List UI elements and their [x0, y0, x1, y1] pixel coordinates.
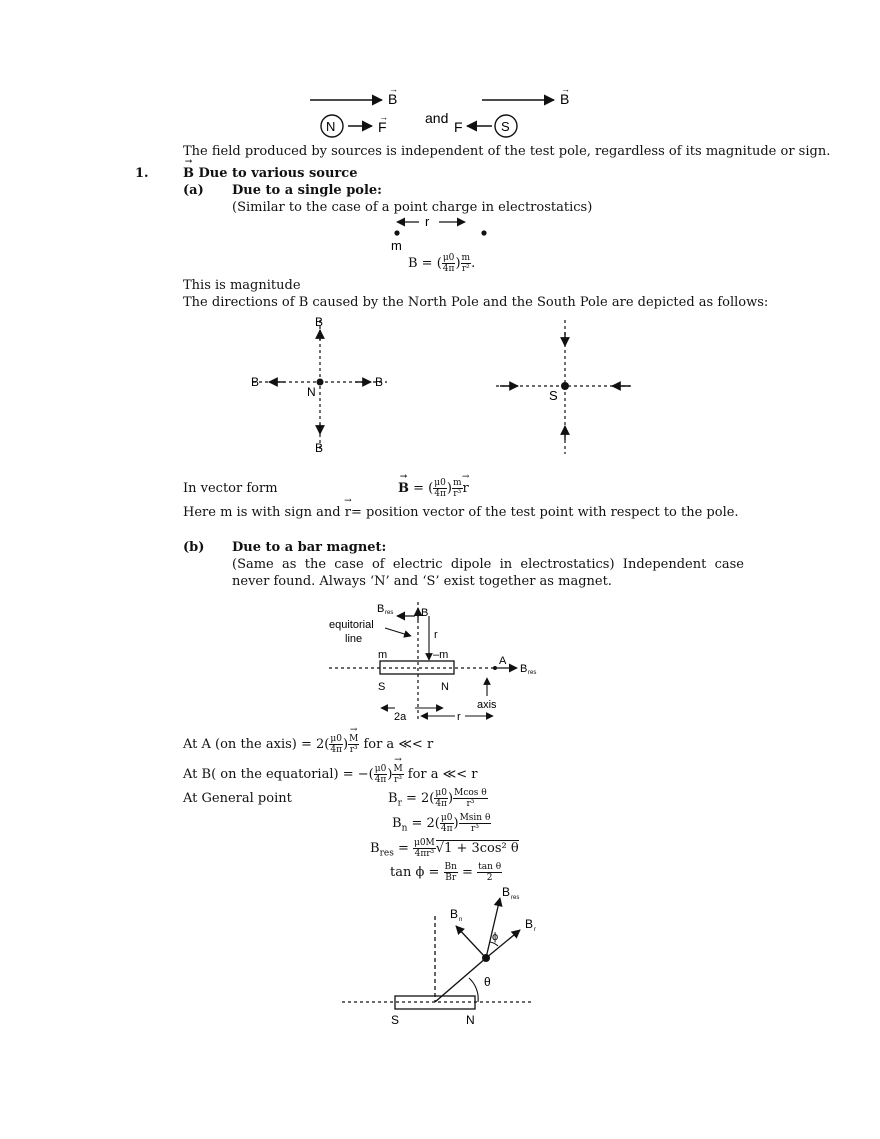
north-pole-label: N: [326, 119, 336, 134]
minus-m-label: –m: [433, 649, 449, 661]
field-label-right: B: [560, 91, 570, 107]
south-pole-field-figure: [490, 316, 640, 458]
directions-text: The directions of B caused by the North Pole and the South Pole are depicted as follows:: [183, 295, 769, 310]
svg-text:res: res: [385, 610, 394, 616]
south-pole-point: [561, 382, 569, 390]
section-title: [183, 166, 357, 181]
at-a-formula: At A (on the axis) = 2( $\frac{\mu 0}{4\pi}$ ) → $\frac{M}{\text{r³}}$ for a ≪< r: [183, 734, 433, 755]
bres-label-general: B: [502, 885, 511, 899]
bn-formula: $B_n = 2$( $\frac{\mu 0}{4\pi}$ ) $\frac{\text{Msin θ}}{\text{r³}}$: [392, 813, 491, 834]
test-pole-force-figure: [300, 84, 600, 142]
tan-phi-formula: tan ϕ = $\frac{Bn}{Br}$ = $\frac{\text{tan θ}}{2}$: [390, 862, 502, 883]
svg-text:→: →: [561, 84, 570, 94]
n-label-general: N: [466, 1013, 475, 1026]
force-label-north: F: [378, 119, 387, 135]
south-pole-label: S: [501, 119, 510, 134]
b-label: B: [421, 607, 429, 619]
bn-label: B: [450, 907, 459, 921]
bres-formula: $B_{res}$ = $\frac{\mu 0M}{\text{4πr³}}$ √1 + 3cos² θ: [370, 838, 519, 859]
position-vector-text: Here m is with sign and → r= position vector of the test point with respect to the pole.: [183, 505, 739, 520]
general-point-label: At General point: [183, 791, 292, 806]
force-label-south: F: [454, 119, 463, 135]
north-pole-field-figure: [245, 312, 395, 458]
section-number: 1.: [135, 166, 149, 181]
equatorial-label: equitorial: [329, 619, 374, 631]
north-pole-text: N: [307, 385, 316, 399]
part-a-label: (a): [183, 183, 204, 198]
phi-label: ϕ: [492, 931, 499, 943]
part-b-title: Due to a bar magnet:: [232, 540, 387, 555]
field-label-right: B: [375, 375, 384, 389]
r-label-vertical: r: [434, 629, 438, 641]
svg-text:res: res: [511, 895, 520, 901]
part-b-note: (Same as the case of electric dipole in electrostatics) Independent case never found. Always ‘N’ and ‘S’ exist together as magnet.: [232, 557, 744, 589]
svg-text:→: →: [389, 84, 398, 94]
svg-text:res: res: [528, 670, 537, 676]
section-title-text: Due to various source: [194, 166, 358, 181]
vector-form-formula: → B = ( $\frac{\mu 0}{4\pi}$ ) $\frac{m}{\text{r³}}$ → r: [398, 478, 469, 499]
general-point-figure: [338, 884, 538, 1026]
part-b-label: (b): [183, 540, 205, 555]
bres-axis-label: B: [520, 663, 528, 675]
two-a-label: 2a: [394, 711, 407, 723]
single-pole-figure: [385, 214, 495, 254]
r-label-horizontal: r: [457, 711, 461, 723]
field-label-down: B: [315, 441, 324, 455]
theta-label: θ: [484, 975, 491, 989]
s-label-general: S: [391, 1013, 400, 1026]
br-formula: $B_r = 2$( $\frac{\mu 0}{4\pi}$ ) $\frac{\text{Mcos θ}}{\text{r³}}$: [388, 788, 487, 809]
bar-magnet-figure: [325, 598, 555, 724]
intro-text: The field produced by sources is independent of the test pole, regardless of its magnitude or sign.: [183, 144, 831, 159]
part-a-note: (Similar to the case of a point charge in electrostatics): [232, 200, 593, 215]
bres-label: B: [377, 603, 385, 615]
svg-text:n: n: [459, 917, 463, 923]
a-label: A: [499, 655, 507, 667]
axis-label: axis: [477, 699, 497, 711]
north-pole-point: [317, 379, 324, 386]
line-label: line: [345, 633, 363, 645]
vector-form-label: In vector form: [183, 481, 278, 496]
pole-point: [394, 230, 399, 235]
field-label-left: B: [251, 375, 260, 389]
section-title-symbol: → B: [183, 166, 194, 181]
connector-text: and: [425, 110, 449, 126]
test-point: [481, 230, 486, 235]
s-label: S: [378, 681, 386, 693]
at-b-formula: At B( on the equatorial) = −( $\frac{\mu 0}{4\pi}$ ) → $\frac{M}{\text{r³}}$ for a ≪< r: [183, 764, 478, 785]
svg-text:→: →: [379, 112, 388, 122]
m-label: m: [378, 649, 388, 661]
field-label-left: B: [388, 91, 398, 107]
south-pole-text: S: [549, 388, 558, 403]
n-label: N: [441, 681, 449, 693]
br-label: B: [525, 917, 534, 931]
distance-label: r: [425, 214, 430, 229]
pole-strength-label: m: [391, 238, 402, 253]
single-pole-formula: B = ( $\frac{\mu 0}{4\pi}$ ) $\frac{m}{\text{r²}}$ .: [408, 253, 476, 274]
magnitude-text: This is magnitude: [183, 278, 301, 293]
svg-text:r: r: [534, 927, 536, 933]
field-label-up: B: [315, 315, 324, 329]
part-a-title: Due to a single pole:: [232, 183, 382, 198]
